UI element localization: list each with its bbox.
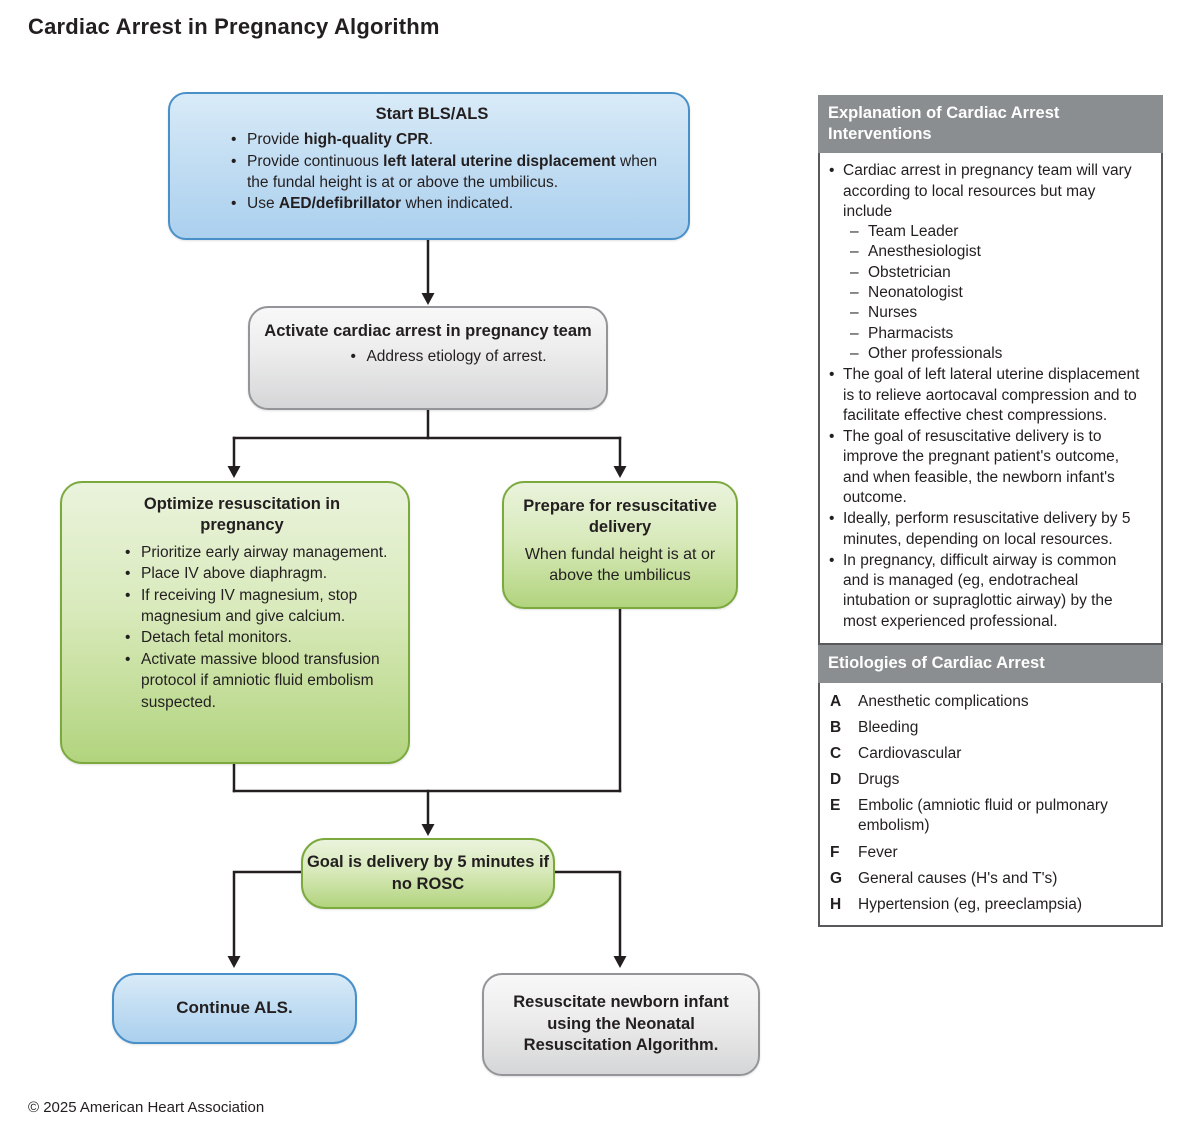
list-item [830,744,1153,764]
side-panel [818,95,1163,927]
etiologies-body [818,683,1163,927]
etiology-text: Drugs [858,771,900,789]
list-item: • Address etiology of arrest. [349,346,546,367]
list-item [830,796,1153,836]
list-item [830,692,1153,712]
page-title: Cardiac Arrest in Pregnancy Algorithm [28,14,440,39]
sub-list-item: – Team Leader [850,222,1141,242]
flow-box-prepare-delivery [502,481,738,609]
box-title: Goal is delivery by 5 minutes if no ROSC [306,853,550,893]
etiology-text: Hypertension (eg, preeclampsia) [858,895,1082,913]
list-item [830,869,1153,889]
sub-list-item: – Neonatologist [850,283,1141,303]
box-title: Start BLS/ALS [375,105,489,123]
list-item-text: Cardiac arrest in pregnancy team will vary according to local resources but may include [843,162,1132,220]
sub-list-item: – Anesthesiologist [850,242,1141,262]
bullet-list [190,129,674,214]
sub-list [843,222,1141,364]
bullet-list [84,542,400,713]
etiology-text: Bleeding [858,718,919,736]
box-title: Resuscitate newborn infant using the Neonatal Resuscitation Algorithm. [513,993,729,1055]
etiology-letter: A [830,692,842,710]
list-item: • Provide high-quality CPR. [230,129,674,150]
etiology-letter: F [830,843,840,861]
etiology-text: General causes (H's and T's) [858,869,1058,887]
list-item: • Prioritize early airway management. [124,542,400,563]
etiology-text: Cardiovascular [858,744,962,762]
etiologies-list [830,692,1153,915]
flow-box-resuscitate-newborn [482,973,760,1076]
etiology-text: Anesthetic complications [858,692,1029,710]
flow-box-activate-team [248,306,608,410]
list-item-text: In pregnancy, difficult airway is common and is managed (eg, endotracheal intubation or supraglottic airway) by the most experienced professional. [843,551,1117,630]
flow-box-goal-delivery [301,838,555,909]
list-item: • Use AED/defibrillator when indicated. [230,193,674,214]
sub-list-item: – Other professionals [850,344,1141,364]
list-item: • Provide continuous left lateral uterine displacement when the fundal height is at or above the umbilicus. [230,151,674,193]
etiology-letter: G [830,869,843,887]
box-title: Optimize resuscitation in pregnancy [143,495,341,535]
sub-list-item: – Pharmacists [850,324,1141,344]
list-item [830,843,1153,863]
etiology-text: Embolic (amniotic fluid or pulmonary embolism) [858,797,1108,835]
list-item: • If receiving IV magnesium, stop magnesium and give calcium. [124,585,400,628]
explanation-body [818,153,1163,645]
box-title: Prepare for resuscitative delivery [523,497,717,537]
list-item-text: Ideally, perform resuscitative delivery by 5 minutes, depending on local resources. [843,510,1131,548]
flow-box-optimize-resuscitation [60,481,410,764]
etiology-letter: C [830,744,842,762]
list-item [830,718,1153,738]
list-item: • Place IV above diaphragm. [124,563,400,584]
list-item [826,427,1141,508]
sub-list-item: – Nurses [850,303,1141,323]
etiologies-header: Etiologies of Cardiac Arrest [818,645,1163,683]
flow-box-start-bls-als [168,92,690,240]
flow-box-continue-als [112,973,357,1044]
sub-list-item: – Obstetrician [850,263,1141,283]
list-item [826,161,1141,364]
box-title: Activate cardiac arrest in pregnancy team [264,322,592,340]
list-item-text: The goal of left lateral uterine displacement is to relieve aortocaval compression and to facilitate effective chest compressions. [843,366,1140,424]
bullet-list [309,346,546,367]
list-item: • Detach fetal monitors. [124,627,400,648]
etiology-letter: B [830,718,842,736]
box-title: Continue ALS. [176,998,293,1018]
etiology-letter: E [830,797,841,815]
list-item [826,509,1141,550]
list-item-text: The goal of resuscitative delivery is to improve the pregnant patient's outcome, and when feasible, the newborn infant's outcome. [843,428,1120,506]
explanation-list [826,161,1141,632]
etiology-letter: H [830,895,842,913]
list-item: • Activate massive blood transfusion protocol if amniotic fluid embolism suspected. [124,649,400,713]
explanation-header: Explanation of Cardiac Arrest Interventions [818,95,1163,153]
copyright-note: © 2025 American Heart Association [28,1099,265,1116]
list-item [830,895,1153,915]
etiology-letter: D [830,771,842,789]
list-item [826,365,1141,426]
box-subtitle: When fundal height is at or above the umbilicus [524,545,716,585]
list-item [826,551,1141,632]
etiology-text: Fever [858,843,898,861]
list-item [830,770,1153,790]
